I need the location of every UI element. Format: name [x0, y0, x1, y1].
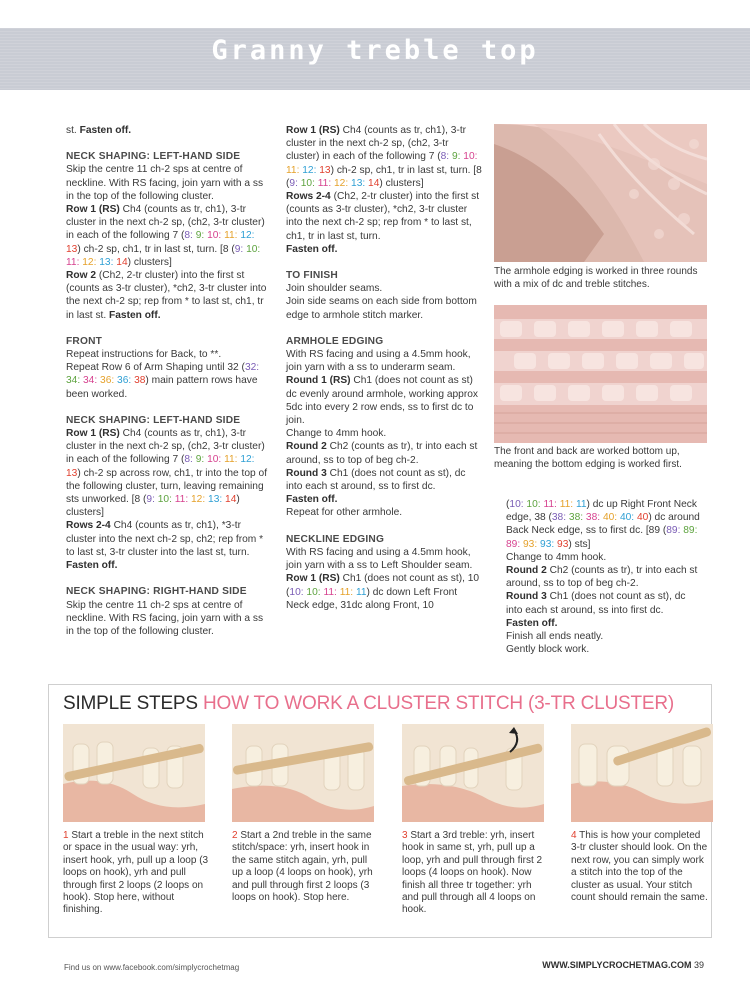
paragraph: Join shoulder seams.: [286, 283, 383, 295]
section-heading: NECKLINE EDGING: [286, 533, 385, 545]
text-line: Fasten off.: [286, 494, 338, 506]
pattern-row: Round 2 Ch2 (counts as tr), tr into each st around, ss to top of beg ch-2.: [286, 441, 478, 466]
pattern-row: Round 2 Ch2 (counts as tr), tr into each st around, ss to top of beg ch-2.: [506, 565, 698, 590]
text-line: st. Fasten off.: [66, 125, 132, 136]
step-2-text: 2 Start a 2nd treble in the same stitch/space: yrh, insert hook in the same stitch again, yrh, pull up a loop (4 loops on hook), yrh and pull through first 2 loops (3 loops on hook). Stop here.: [232, 830, 373, 904]
pattern-row: (10: 10: 11: 11: 11) dc up Right Front Neck edge, 38 (38: 38: 38: 40: 40: 40) dc around Back Neck edge, ss to first dc. [89 (89: 89: 89: 93: 93: 93) sts]: [506, 499, 700, 550]
photo-caption: The front and back are worked bottom up, meaning the bottom edging is worked first.: [494, 446, 682, 470]
page-title: Granny treble top: [211, 35, 539, 66]
step-4-photo: [571, 724, 713, 822]
step-2-photo: [232, 724, 374, 822]
pattern-row: Round 1 (RS) Ch1 (does not count as st) dc evenly around armhole, working approx 5dc into every 2 row ends, ss to first dc to join.: [286, 375, 478, 427]
footer-site-page: WWW.SIMPLYCROCHETMAG.COM 39: [542, 960, 704, 970]
paragraph: With RS facing and using a 4.5mm hook, join yarn with a ss to Left Shoulder seam.: [286, 546, 473, 572]
paragraph: Skip the centre 11 ch-2 sps at centre of neckline. With RS facing, join yarn with a ss in the top of the following cluster.: [66, 599, 264, 637]
pattern-row: Rows 2-4 (Ch2, 2-tr cluster) into the first st (counts as 3-tr cluster), *ch2, 3-tr cluster into the next ch-2 sp; rep from * to last st, ch1, tr in last st, turn.: [286, 191, 480, 242]
pattern-row: Row 1 (RS) Ch4 (counts as tr, ch1), 3-tr cluster in the next ch-2 sp, (ch2, 3-tr cluster) in each of the following 7 (8: 9: 10: 11: 12: 13) ch-2 sp across row, ch1, tr into the top of the following cluster, turn, leaving remaining sts unworked. [8 (9: 10: 11: 12: 13: 14) clusters]: [66, 428, 268, 519]
pattern-row: Round 3 Ch1 (does not count as st), dc into each st around, ss to first dc.: [286, 467, 466, 493]
step-1-text: 1 Start a treble in the next stitch or space in the usual way: yrh, insert hook, yrh, pull up a loop (3 loops on hook), yrh and pull through first 2 loops (2 loops on hook). Stop here, without finishing.: [63, 830, 209, 916]
simple-steps-title: SIMPLE STEPS HOW TO WORK A CLUSTER STITCH (3-TR CLUSTER): [63, 693, 674, 714]
section-heading: FRONT: [66, 335, 103, 347]
text-line: Finish all ends neatly.: [506, 631, 604, 643]
section-heading: TO FINISH: [286, 270, 338, 282]
pattern-row: Row 1 (RS) Ch4 (counts as tr, ch1), 3-tr cluster in the next ch-2 sp, (ch2, 3-tr cluster) in each of the following 7 (8: 9: 10: 11: 12: 13) ch-2 sp, ch1, tr in last st, turn. [8 (9: 10: 11: 12: 13: 14) clusters]: [66, 204, 265, 268]
photo-caption: The armhole edging is worked in three rounds with a mix of dc and treble stitches.: [494, 266, 698, 290]
text-line: Change to 4mm hook.: [286, 428, 387, 440]
bottom-edging-photo: [494, 305, 707, 443]
section-heading: NECK SHAPING: LEFT-HAND SIDE: [66, 151, 241, 163]
paragraph: Skip the centre 11 ch-2 sps at centre of neckline. With RS facing, join yarn with a ss in the top of the following cluster.: [66, 164, 264, 202]
armhole-edging-photo: [494, 124, 707, 262]
pattern-row: Row 1 (RS) Ch1 (does not count as st), 10 (10: 10: 11: 11: 11) dc down Left Front Neck edge, 31dc along Front, 10: [286, 573, 480, 611]
section-heading: ARMHOLE EDGING: [286, 335, 384, 347]
column-3: [506, 498, 702, 656]
step-3-text: 3 Start a 3rd treble: yrh, insert hook in same st, yrh, pull up a loop, yrh and pull through first 2 loops (4 loops on hook). Now finish all three tr together: yrh and pull through all 4 loops on hook.: [402, 830, 543, 916]
text-line: Gently block work.: [506, 644, 590, 656]
footer-facebook: Find us on www.facebook.com/simplycrochetmag: [64, 963, 240, 972]
pattern-row: Rows 2-4 Ch4 (counts as tr, ch1), *3-tr cluster into the next ch-2 sp, ch2; rep from * to last st, 3-tr cluster into the last st, turn. Fasten off.: [66, 520, 264, 572]
paragraph: Repeat Row 6 of Arm Shaping until 32 (32: 34: 34: 36: 36: 38) main pattern rows have been worked.: [66, 362, 260, 400]
section-heading: NECK SHAPING: RIGHT-HAND SIDE: [66, 586, 247, 598]
text-line: Repeat for other armhole.: [286, 507, 403, 519]
section-heading: NECK SHAPING: LEFT-HAND SIDE: [66, 414, 241, 426]
step-1-photo: [63, 724, 205, 822]
text-line: Fasten off.: [286, 243, 338, 255]
text-line: Fasten off.: [506, 617, 558, 629]
paragraph: Join side seams on each side from bottom edge to armhole stitch marker.: [286, 296, 477, 321]
step-4-text: 4 This is how your completed 3-tr cluster should look. On the next row, you can simply work a stitch into the top of the cluster as usual. Your stitch count should remain the same.: [571, 830, 708, 904]
pattern-row: Round 3 Ch1 (does not count as st), dc into each st around, ss into first dc.: [506, 591, 686, 616]
text-line: Change to 4mm hook.: [506, 551, 607, 563]
pattern-row: Row 1 (RS) Ch4 (counts as tr, ch1), 3-tr cluster in the next ch-2 sp, (ch2, 3-tr cluster) in each of the following 7 (8: 9: 10: 11: 12: 13) ch-2 sp, ch1, tr in last st, turn. [8 (9: 10: 11: 12: 13: 14) clusters]: [286, 125, 482, 189]
step-3-photo: [402, 724, 544, 822]
paragraph: Repeat instructions for Back, to **.: [66, 349, 222, 361]
column-1: [66, 124, 272, 638]
paragraph: With RS facing and using a 4.5mm hook, join yarn with a ss to underarm seam.: [286, 349, 471, 374]
pattern-row: Row 2 (Ch2, 2-tr cluster) into the first st (counts as 3-tr cluster), *ch2, 3-tr cluster into the next ch-2 sp; rep from * to last st, ch1, tr in last st. Fasten off.: [66, 270, 267, 321]
column-2: [286, 124, 482, 612]
